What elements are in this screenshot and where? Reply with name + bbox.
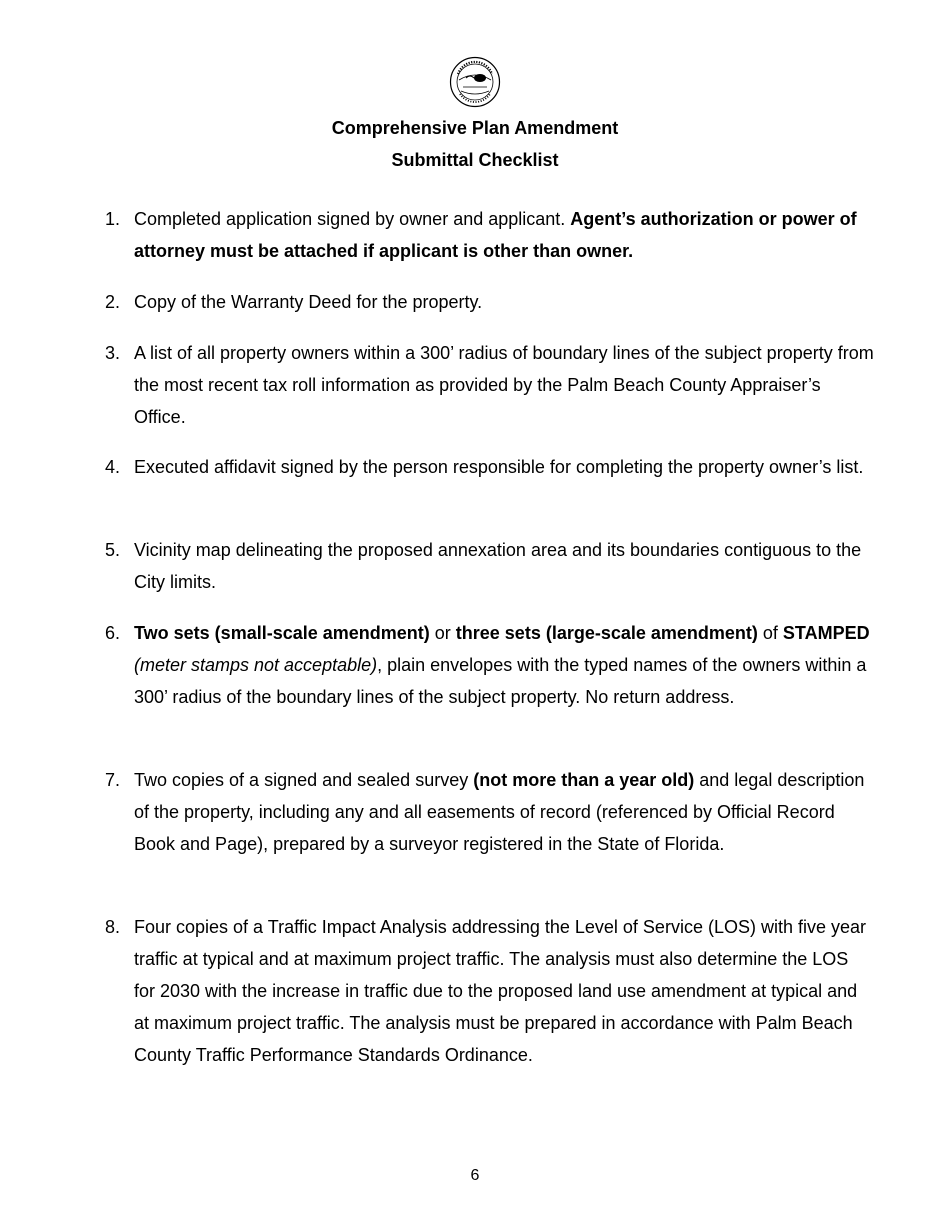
checklist-item-3 — [105, 337, 874, 433]
item-text: of — [757, 623, 783, 643]
checklist-item-8 — [105, 911, 874, 1071]
item-text: Four copies of a Traffic Impact Analysis addressing the Level of Service (LOS) with five year traffic at typical and at maximum project traffic. The analysis must also determine the LOS for 2030 with the increase in traffic due to the proposed land use amendment at typical and at maximum project traffic. The analysis must be prepared in accordance with Palm Beach County Traffic Performance Standards Ordinance. — [134, 917, 866, 1065]
checklist-item-6 — [105, 617, 874, 713]
checklist-item-5 — [105, 534, 874, 598]
checklist-item-2 — [105, 286, 874, 318]
item-text: Executed affidavit signed by the person responsible for completing the property owner’s list. — [134, 457, 864, 477]
checklist-item-7 — [105, 764, 874, 860]
document-title: Comprehensive Plan Amendment — [331, 118, 619, 138]
item-number: 4. — [105, 457, 121, 477]
item-emphasis: Agent’s authorization or power of attorney must be attached if applicant is other than owner. — [134, 209, 857, 261]
item-text: Completed application signed by owner and applicant. — [134, 209, 571, 229]
item-emphasis: STAMPED — [782, 623, 870, 643]
item-text: Vicinity map delineating the proposed annexation area and its boundaries contiguous to the City limits. — [134, 540, 862, 592]
item-text: Copy of the Warranty Deed for the property. — [134, 292, 483, 312]
city-seal-logo — [449, 56, 501, 108]
checklist-item-1 — [105, 203, 874, 267]
item-number: 6. — [105, 623, 121, 643]
item-number: 8. — [105, 917, 121, 937]
item-text: A list of all property owners within a 300’ radius of boundary lines of the subject property from the most recent tax roll information as provided by the Palm Beach County Appraiser’s Office. — [134, 343, 874, 427]
item-text: , plain envelopes with the typed names of the owners within a 300’ radius of the boundary lines of the subject property. No return address. — [134, 655, 867, 707]
item-text: and legal description of the property, including any and all easements of record (referenced by Official Record Book and Page), prepared by a surveyor registered in the State of Florida. — [134, 770, 865, 854]
item-text: or — [429, 623, 456, 643]
item-number: 3. — [105, 343, 121, 363]
item-number: 1. — [105, 209, 121, 229]
item-text: Two copies of a signed and sealed survey — [134, 770, 474, 790]
checklist-item-4 — [105, 451, 874, 483]
item-number: 5. — [105, 540, 121, 560]
item-emphasis: (not more than a year old) — [473, 770, 695, 790]
item-emphasis: three sets (large-scale amendment) — [455, 623, 758, 643]
item-number: 7. — [105, 770, 121, 790]
item-emphasis: Two sets (small-scale amendment) — [134, 623, 430, 643]
document-subtitle: Submittal Checklist — [391, 150, 559, 170]
item-note: (meter stamps not acceptable) — [134, 655, 378, 675]
page-number: 6 — [470, 1167, 480, 1184]
item-number: 2. — [105, 292, 121, 312]
